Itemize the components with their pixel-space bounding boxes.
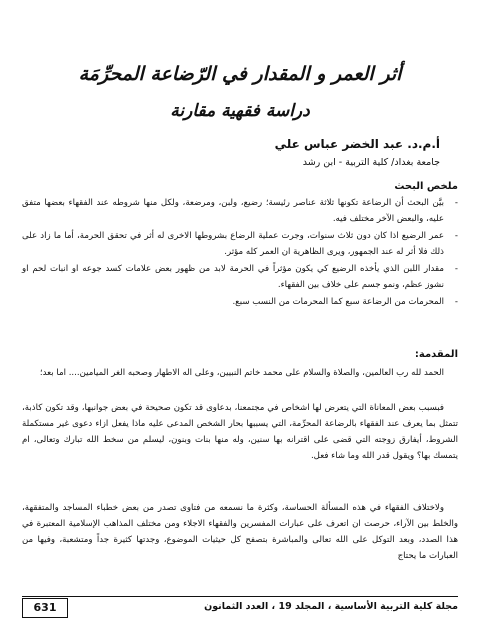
introduction-paragraph: الحمد لله رب العالمين، والصلاة والسلام على محمد خاتم النبيين، وعلى اله الاطهار وصحبه الغر الميامين.... اما بعد؛ <box>39 368 444 378</box>
abstract-item-text: عمر الرضيع اذا كان دون ثلاث سنوات، وجرت عملية الرضاع بشروطها الاخرى له أثر في تحقق الحرمة، أما ما زاد على ذلك فلا أثر له عند الجمهور، ويرى الظاهرية ان العمر كله مؤثر. <box>22 231 444 257</box>
abstract-heading: ملخص البحث <box>394 181 458 192</box>
footer-divider <box>22 596 458 597</box>
introduction-paragraph: فبسبب بعض المعاناة التي يتعرض لها اشخاص في مجتمعنا، بدعاوى قد تكون صحيحة في بعض جوانبها، وقد تكون كاذبة، تتمثل بما يعرف عند الفقهاء بالرضاعة المحرِّمة، التي يسببها بحار الشخص المدعى عليه ماذا يفعل ازاء دعوى غير مستكملة الشروط، أيفارق زوجته التي قضى على اقترانه بها سنين، وله منها بنات وبنون، ليسلم من سخط الله تبارك وتعالى، ام يتمسك بها؟ ويقول قدر الله وما شاء فعل. <box>22 403 458 461</box>
abstract-item-text: بيَّن البحث أن الرضاعة تكونها ثلاثة عناصر رئيسة؛ رضيع، ولبن، ومرضعة، ولكل منها شروطه عند الفقهاء بعضها متفق عليه، والبعض الآخر مختلف فيه. <box>22 198 444 224</box>
bullet-dash: - <box>454 264 458 274</box>
introduction-paragraph: ولاختلاف الفقهاء في هذه المسألة الحساسة، وكثرة ما نسمعه من فتاوى تصدر من بعض خطباء المساجد والمتفقهة، والخلط بين الآراء، حرصت ان اتعرف على عبارات المفسرين والفقهاء الاجلاء ومن مختلف المذاهب الإسلامية المعتبرة في هذا الصدد، وبعد التوكل على الله تعالى والمباشرة بتصفح كل حيثيات الموضوع، وجدتها كثيرة جداً ومتشعبة، وفيها من العبارات ما يحتاج <box>22 503 458 561</box>
abstract-item-text: المحرمات من الرضاعة سبع كما المحرمات من النسب سبع. <box>232 297 444 307</box>
bullet-dash: - <box>454 231 458 241</box>
paper-subtitle: دراسة فقهية مقارنة <box>170 101 310 121</box>
bullet-dash: - <box>454 198 458 208</box>
author-name: أ.م.د. عبد الخضر عباس علي <box>274 137 440 151</box>
abstract-item <box>22 261 458 293</box>
author-affiliation: جامعة بغداد/ كلية التربية - ابن رشد <box>302 157 440 168</box>
journal-citation: مجلة كلية التربية الأساسية ، المجلد 19 ، العدد الثمانون <box>204 601 458 612</box>
abstract-list <box>22 195 458 311</box>
introduction-heading: المقدمة: <box>414 349 458 360</box>
paper-title: أثر العمر و المقدار في الرّضاعة المحرِّمَة <box>78 63 402 85</box>
abstract-item <box>22 195 458 227</box>
page-number: 631 <box>22 598 68 618</box>
bullet-dash: - <box>454 297 458 307</box>
abstract-item <box>22 228 458 260</box>
abstract-item-text: مقدار اللبن الذي يأخذه الرضيع كي يكون مؤثراً في الحرمة لابد من ظهور بعض علامات كسد جوعه او انبات لحم او نشوز عظم، ونمو جسم على خلاف بين الفقهاء. <box>22 264 444 290</box>
abstract-item <box>22 294 458 310</box>
